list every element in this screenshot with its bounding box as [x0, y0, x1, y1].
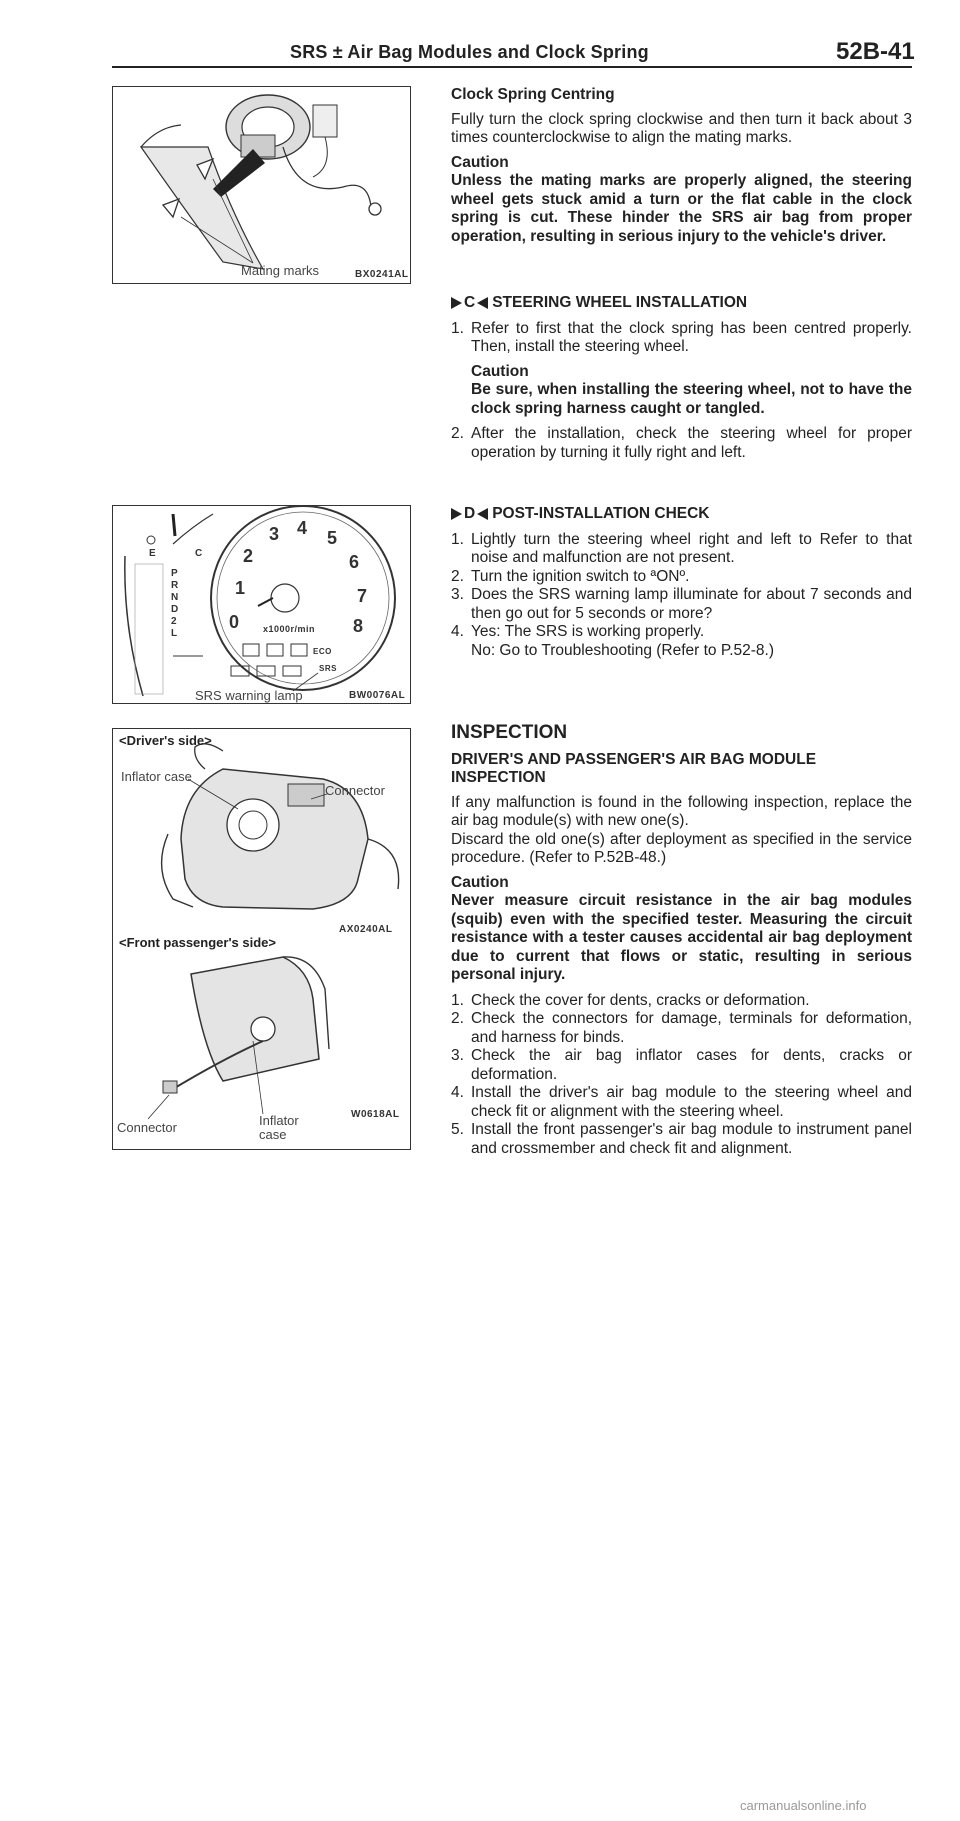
- fig3-connector: Connector: [325, 783, 385, 798]
- steering-caution-label: Caution: [471, 362, 529, 380]
- arrow-left-icon: [477, 297, 488, 309]
- list-item: 2. Turn the ignition switch to ªONº.: [451, 567, 690, 585]
- figure-instrument-cluster: [112, 505, 411, 704]
- fig3-passenger-label: <Front passenger's side>: [119, 935, 276, 950]
- dial-number-2: 2: [243, 546, 254, 566]
- dial-number-8: 8: [353, 616, 364, 636]
- dial-number-4: 4: [297, 518, 308, 538]
- inspection-subheading-line2: INSPECTION: [451, 769, 546, 786]
- gear-l: L: [171, 628, 178, 639]
- fig1-code: BX0241AL: [355, 269, 409, 280]
- steering-letter: C: [464, 294, 476, 311]
- list-item: 3. Check the air bag inflator cases for dents, cracks or deformation.: [451, 1047, 912, 1083]
- fig3-inflator-case: Inflator case: [121, 769, 192, 784]
- letter-e: E: [149, 548, 157, 559]
- list-item: 1. Refer to first that the clock spring has been centred properly. Then, install the steering wheel.: [451, 319, 912, 355]
- list-item: 4. Yes: The SRS is working properly.: [451, 623, 705, 640]
- steering-caution: [451, 363, 912, 419]
- header-page-number: 52B-41: [836, 38, 915, 65]
- fig3-inflator2-line2: case: [259, 1127, 287, 1142]
- arrow-left-icon: [477, 508, 488, 520]
- gear-2: 2: [171, 616, 178, 627]
- section-inspection: [451, 724, 912, 1158]
- fig3-driver-label: <Driver's side>: [119, 733, 212, 748]
- dial-number-0: 0: [229, 612, 240, 632]
- inspection-heading: INSPECTION: [451, 722, 568, 743]
- inspection-para1: If any malfunction is found in the following inspection, replace the air bag module(s) with new one(s).: [451, 793, 912, 829]
- inspection-caution-text: Never measure circuit resistance in the air bag modules (squib) even with the specified tester. Measuring the circuit resistance with a tester causes accidental air bag deployment due to current that flows or static, resulting in serious personal injury.: [451, 892, 912, 983]
- list-item: 2. After the installation, check the steering wheel for proper operation by turning it fully right and left.: [451, 425, 912, 461]
- list-item: 1. Check the cover for dents, cracks or deformation.: [451, 991, 810, 1009]
- list-item: 5. Install the front passenger's air bag module to instrument panel and crossmember and check fit and alignment.: [451, 1121, 912, 1157]
- dial-number-1: 1: [235, 578, 246, 598]
- clock-spring-caution-label: Caution: [451, 153, 509, 171]
- post-check-heading: [451, 505, 912, 524]
- steering-caution-text: Be sure, when installing the steering wheel, not to have the clock spring harness caught or tangled.: [471, 381, 912, 417]
- arrow-right-icon: [451, 508, 462, 520]
- arrow-right-icon: [451, 297, 462, 309]
- dial-number-6: 6: [349, 552, 360, 572]
- fig3-connector2: Connector: [117, 1120, 177, 1135]
- clock-spring-caution-text: Unless the mating marks are properly aligned, the steering wheel gets stuck amid a turn or the flat cable in the clock spring is cut. These hinder the SRS air bag from proper operation, resulting in serious injury to the vehicle's driver.: [451, 172, 912, 245]
- fig3-inflator2-line1: Inflator: [259, 1113, 299, 1128]
- steering-heading: [451, 294, 912, 313]
- gear-r: R: [171, 580, 179, 591]
- page-header: [0, 38, 960, 68]
- fig1-caption: Mating marks: [241, 263, 320, 278]
- dial-number-3: 3: [269, 524, 280, 544]
- steering-title: STEERING WHEEL INSTALLATION: [492, 294, 748, 311]
- fig2-code: BW0076AL: [349, 690, 406, 701]
- dial-unit: x1000r/min: [263, 624, 316, 634]
- section-clock-spring: [451, 86, 912, 246]
- section-steering: [451, 294, 912, 462]
- figure-air-bag-modules: [112, 728, 411, 1150]
- fig2-caption: SRS warning lamp: [195, 688, 303, 703]
- figure-clock-spring: [112, 86, 411, 284]
- post-check-title: POST-INSTALLATION CHECK: [492, 505, 710, 522]
- letter-c: C: [195, 548, 203, 559]
- footer-watermark: carmanualsonline.info: [740, 1798, 867, 1813]
- list-item: 3. Does the SRS warning lamp illuminate for about 7 seconds and then go out for 5 seconds or more?: [451, 586, 912, 622]
- dial-number-5: 5: [327, 528, 338, 548]
- gear-p: P: [171, 568, 179, 579]
- post-check-no-line: No: Go to Troubleshooting (Refer to P.52-8.): [471, 641, 774, 659]
- gear-n: N: [171, 592, 179, 603]
- fig3-code-a: AX0240AL: [339, 924, 393, 935]
- header-title: SRS ± Air Bag Modules and Clock Spring: [290, 42, 649, 62]
- header-rule: [112, 66, 912, 68]
- srs-label: SRS: [319, 664, 337, 673]
- list-item: 4. Install the driver's air bag module to the steering wheel and check fit or alignment with the steering wheel.: [451, 1084, 912, 1120]
- list-item: 1. Lightly turn the steering wheel right and left to Refer to that noise and malfunction are not present.: [451, 530, 912, 566]
- list-item: 2. Check the connectors for damage, terminals for deformation, and harness for binds.: [451, 1010, 912, 1046]
- inspection-caution-label: Caution: [451, 873, 509, 891]
- post-check-letter: D: [464, 505, 476, 522]
- clock-spring-body: Fully turn the clock spring clockwise and then turn it back about 3 times counterclockwise to align the mating marks.: [451, 110, 912, 146]
- fig3-code-b: W0618AL: [351, 1109, 400, 1120]
- dial-number-7: 7: [357, 586, 368, 606]
- section-post-check: [451, 505, 912, 660]
- inspection-para2: Discard the old one(s) after deployment as specified in the service procedure. (Refer to P.52B-48.): [451, 830, 912, 866]
- eco-label: ECO: [313, 647, 332, 656]
- clock-spring-illustration: [113, 87, 410, 283]
- clock-spring-title: Clock Spring Centring: [451, 86, 615, 103]
- inspection-subheading-line1: DRIVER'S AND PASSENGER'S AIR BAG MODULE: [451, 750, 817, 768]
- gear-d: D: [171, 604, 179, 615]
